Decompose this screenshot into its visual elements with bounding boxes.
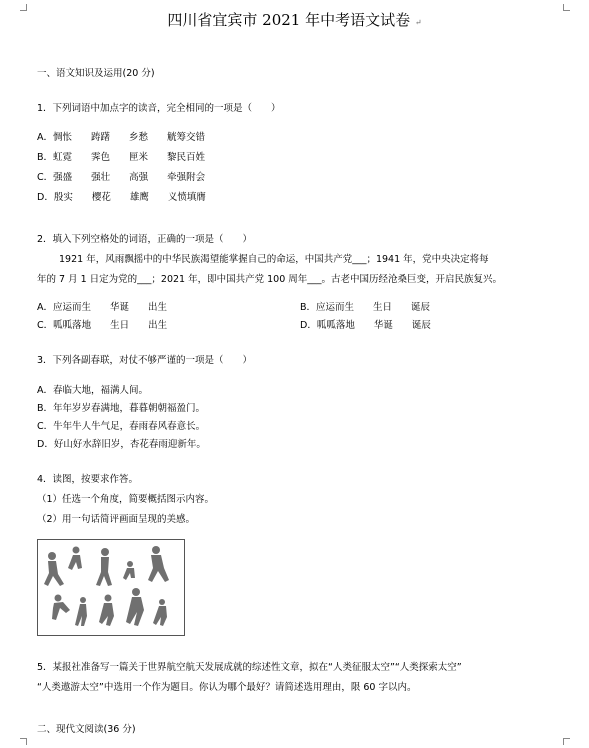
question-5-line-1: 5．某报社准备写一篇关于世界航空航天发展成就的综述性文章，拟在“人类征服太空”“人类探索太空”: [37, 662, 462, 673]
q3-option-a: A．春临大地，福满人间。: [37, 385, 148, 396]
page-title: [0, 9, 589, 30]
q2-option-b: B．应运而生 生日 诞辰: [300, 302, 431, 313]
q4-item-1: （1）任选一个角度，简要概括图示内容。: [37, 494, 215, 505]
section-heading: 二、现代文阅读(36 分): [37, 724, 136, 735]
question-5-line-2: “人类遨游太空”中选用一个作为题目。你认为哪个最好？请简述选用理由，限 60 字以内。: [37, 682, 417, 693]
q2-option-d: D．呱呱落地 华诞 诞辰: [300, 320, 431, 331]
q2-option-a: A．应运而生 华诞 出生: [37, 302, 167, 313]
q2-passage-line-2: 年的 7 月 1 日定为党的___；2021 年，即中国共产党 100 周年___。古老中国历经沧桑巨变，开启民族复兴。: [37, 274, 503, 285]
question-2-stem: 2．填入下列空格处的词语，正确的一项是（ ）: [37, 234, 253, 245]
section-heading: 一、语文知识及运用(20 分): [37, 68, 155, 79]
q3-option-b: B．年年岁岁春满地，暮暮朝朝福盈门。: [37, 403, 206, 414]
q1-option-b: B．虹霓 霁色 匣米 黎民百姓: [37, 152, 206, 163]
q1-option-a: A．惆怅 踌躇 乡愁 觥筹交错: [37, 132, 205, 143]
q2-option-c: C．呱呱落地 生日 出生: [37, 320, 168, 331]
sports-silhouettes-image: [37, 539, 185, 636]
title-text: 四川省宜宾市 2021 年中考语文试卷: [167, 11, 411, 29]
corner-mark: [20, 738, 27, 745]
q1-option-d: D．殷实 樱花 雄鹰 义愤填膺: [37, 192, 206, 203]
q1-option-c: C．强盛 强壮 高强 牵强附会: [37, 172, 206, 183]
q3-option-d: D．好山好水辞旧岁，杏花春雨迎新年。: [37, 439, 206, 450]
question-3-stem: 3．下列各副春联，对仗不够严谨的一项是（ ）: [37, 355, 253, 366]
q4-item-2: （2）用一句话简评画面呈现的美感。: [37, 514, 196, 525]
question-4-stem: 4．读图，按要求作答。: [37, 474, 139, 485]
question-1-stem: 1．下列词语中加点字的读音，完全相同的一项是（ ）: [37, 103, 281, 114]
corner-mark: [563, 738, 570, 745]
return-mark-icon: ↵: [414, 18, 422, 27]
q3-option-c: C．牛年牛人牛气足，春雨春风春意长。: [37, 421, 206, 432]
q2-passage-line-1: 1921 年，风雨飘摇中的中华民族渴望能掌握自己的命运，中国共产党___；1941 年，党中央决定将每: [59, 254, 489, 265]
